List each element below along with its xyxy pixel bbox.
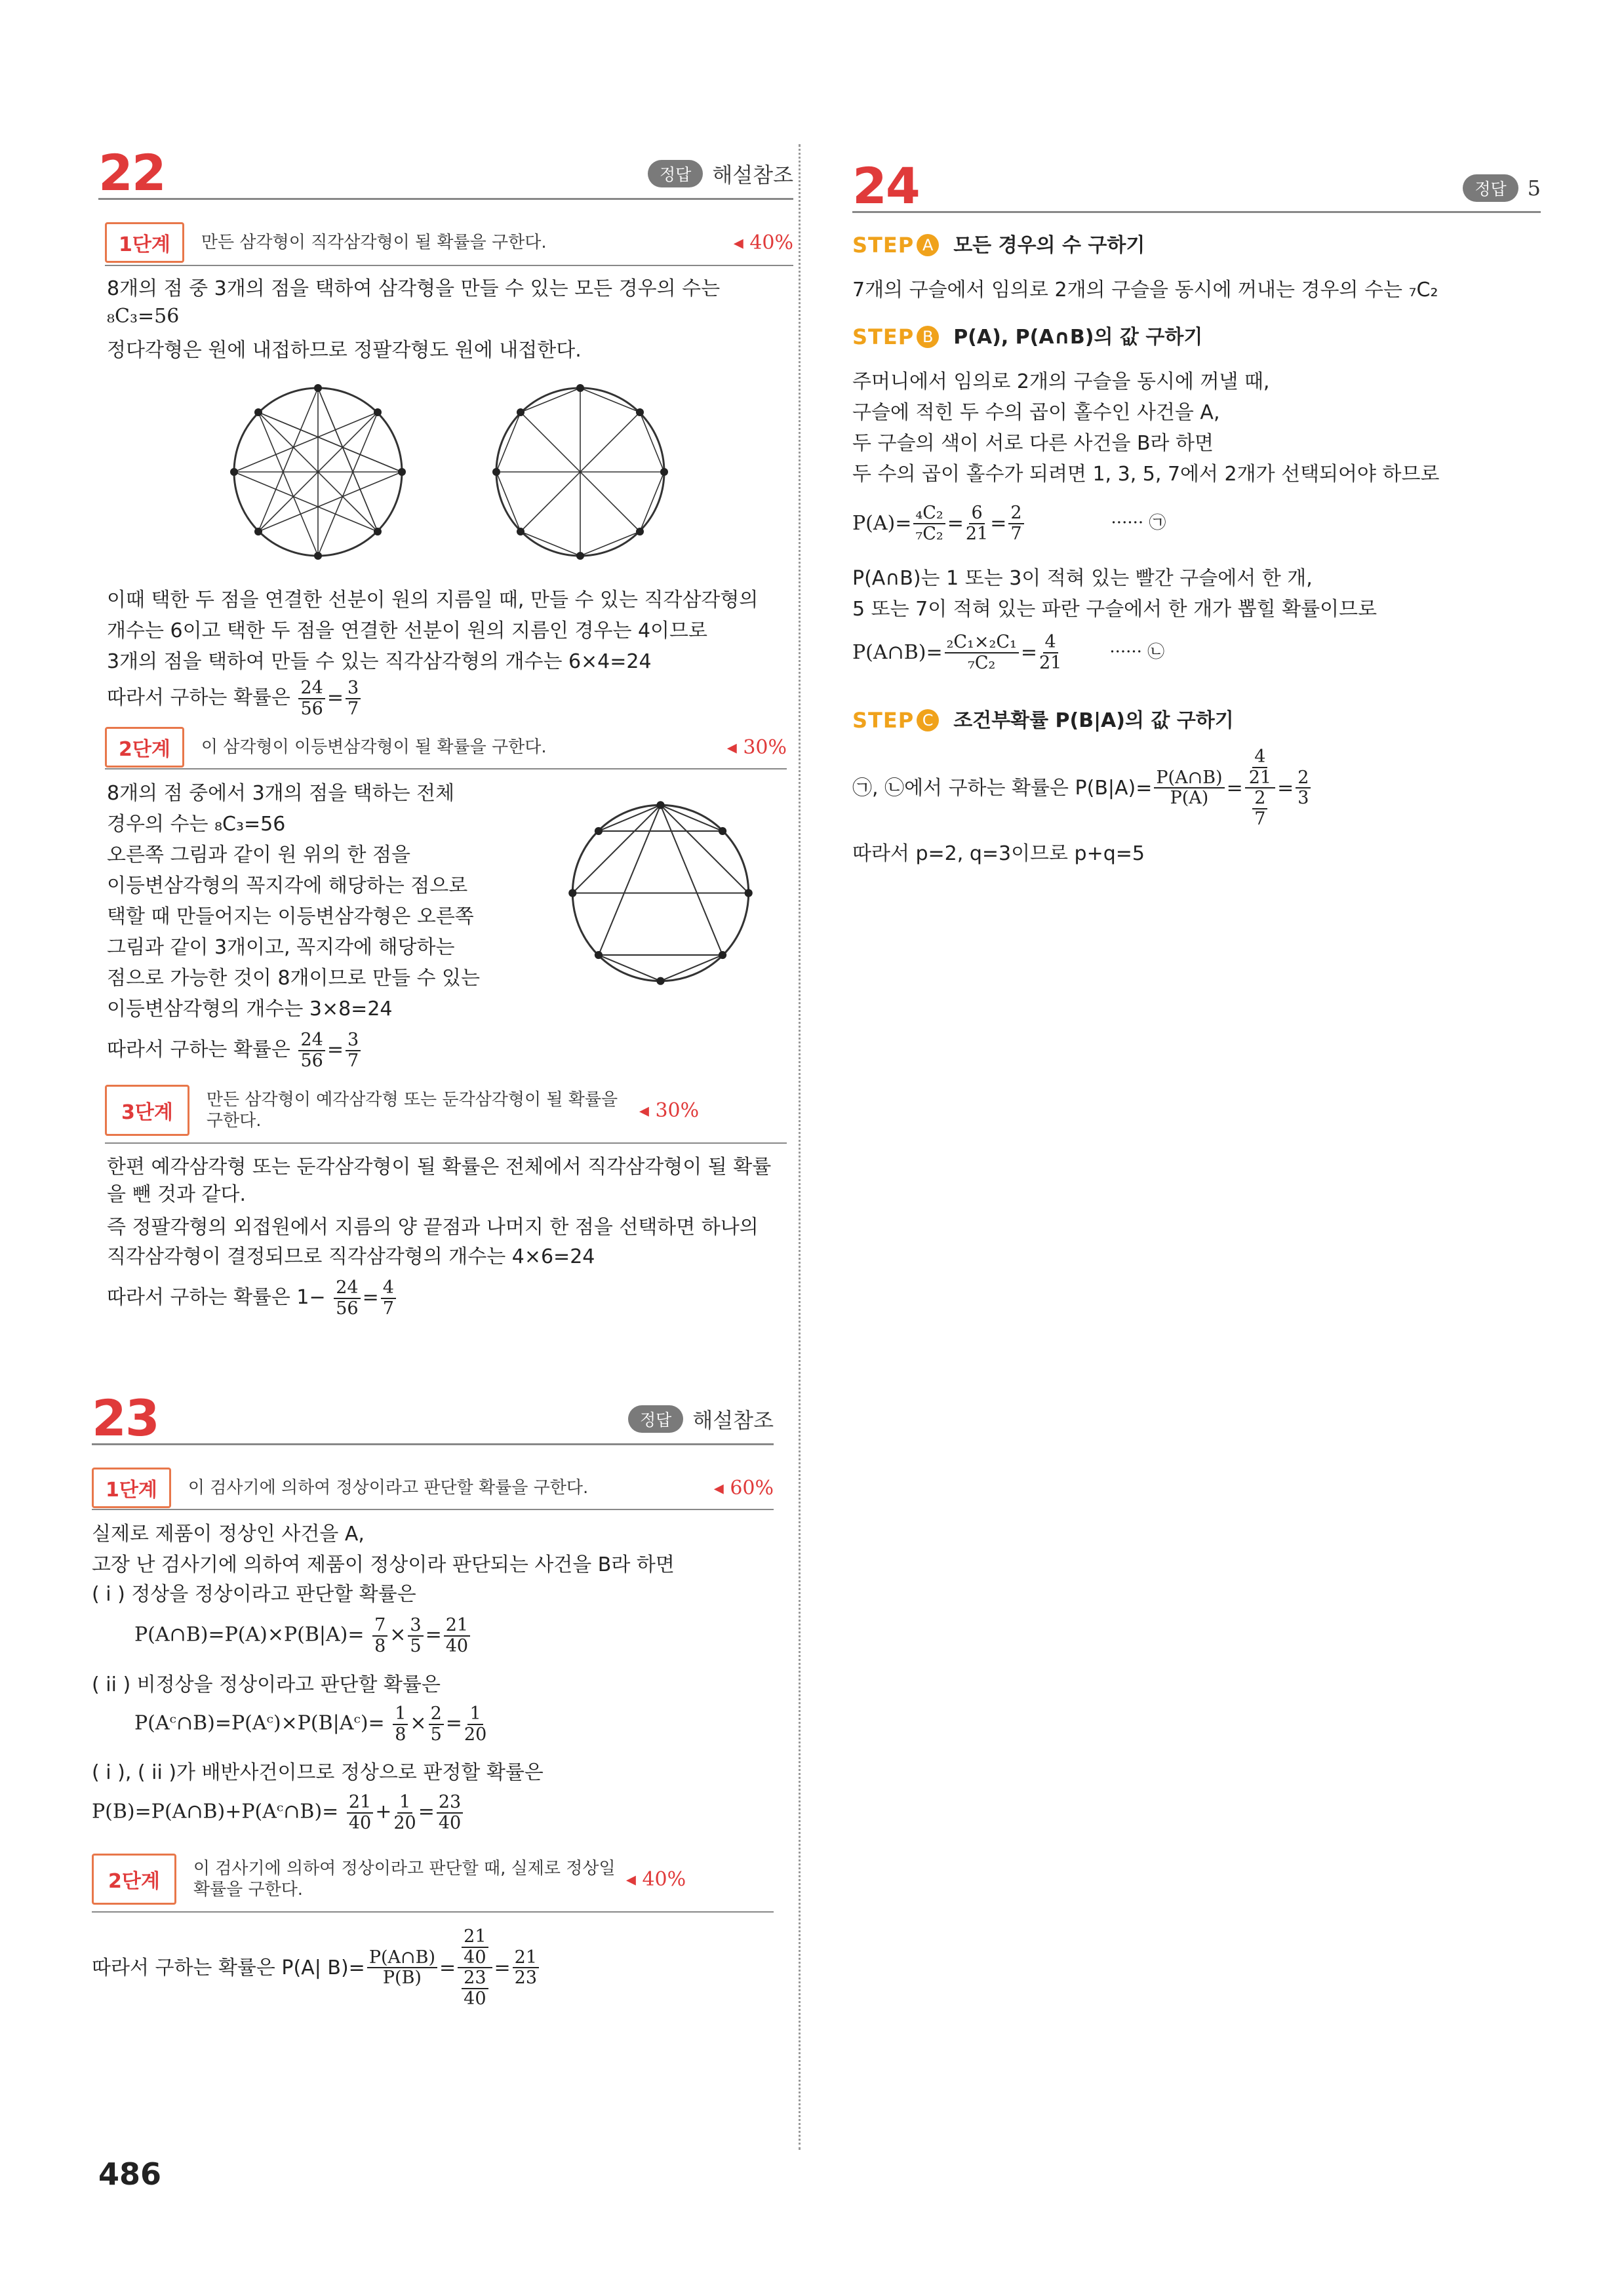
numerator: 1: [467, 1704, 483, 1725]
equation-tag: ······ ㉡: [1109, 642, 1165, 663]
numerator: 2: [1008, 503, 1023, 524]
text-line: ₈C₃=56: [107, 305, 180, 328]
denominator: 56: [300, 698, 323, 719]
fraction: [298, 678, 325, 718]
text-line: 그림과 같이 3개이고, 꼭지각에 해당하는: [107, 936, 455, 959]
q23-header: [92, 1380, 774, 1445]
fraction: [408, 1616, 423, 1656]
denominator: 8: [395, 1724, 406, 1745]
page-number: 486: [98, 2156, 162, 2192]
equation-pab: P(A∩B)= $\frac{\text{₂C₁×₂C₁}}{\text{₇C₂}}$ = $\frac{4}{21}$ ······ ㉡: [852, 632, 1165, 673]
denominator: 7: [1254, 809, 1266, 830]
step-percent: ◂ 30%: [639, 1099, 700, 1122]
numerator: 1: [393, 1704, 408, 1725]
step-word: STEP: [852, 708, 915, 733]
equation-pa: P(A)= $\frac{\text{₄C₂}}{\text{₇C₂}}$ = $\frac{6}{21}$ = $\frac{2}{7}$ ······ ㉠: [852, 503, 1166, 544]
step-percent: ◂ 60%: [713, 1476, 774, 1500]
numerator: 24: [298, 1030, 325, 1051]
q22-step1: [105, 220, 793, 266]
q23-step1: [92, 1467, 774, 1510]
fraction: [1296, 768, 1311, 808]
q22-number: 22: [98, 144, 165, 202]
answer-badge: 정답: [648, 160, 703, 187]
fraction: [298, 1030, 325, 1070]
q24-answer: [1463, 174, 1541, 211]
text-prefix: 따라서 구하는 확률은 1−: [107, 1286, 326, 1310]
numerator: 21: [444, 1616, 470, 1637]
step-label: 2단계: [92, 1854, 176, 1905]
fraction: [367, 1948, 437, 1988]
equals: =: [362, 1286, 379, 1310]
text-line: 두 구슬의 색이 서로 다른 사건을 B라 하면: [852, 432, 1214, 455]
denominator: ₇C₂: [915, 523, 943, 544]
numerator: 23: [437, 1793, 463, 1814]
numerator: 21: [462, 1927, 488, 1948]
step-label: 2단계: [105, 727, 184, 768]
numerator: 24: [298, 678, 325, 699]
equation-prefix: P(B)=P(A∩B)+P(Aᶜ∩B)=: [92, 1800, 339, 1823]
numerator: 24: [334, 1278, 360, 1299]
text-line: 개수는 6이고 택한 두 점을 연결한 선분이 원의 지름인 경우는 4이므로: [107, 619, 707, 642]
step-percent: ◂ 40%: [733, 231, 793, 254]
equals: =: [425, 1623, 442, 1646]
numerator: 7: [372, 1616, 387, 1637]
step-percent: ◂ 30%: [726, 735, 787, 759]
denominator: 20: [464, 1724, 487, 1745]
step-b-heading: [852, 321, 1202, 353]
numerator: P(A∩B): [367, 1948, 437, 1969]
text-line: ( ii ) 비정상을 정상이라고 판단할 확률은: [92, 1673, 441, 1696]
fraction: [945, 632, 1019, 672]
step-word: STEP: [852, 324, 915, 349]
denominator: P(B): [382, 1968, 422, 1989]
denominator: 23: [514, 1968, 538, 1989]
denominator: [460, 1968, 490, 2008]
octagon-diagonals-figure: [220, 374, 416, 570]
step-label: 1단계: [105, 222, 184, 263]
fraction: [393, 1793, 416, 1833]
fraction: [381, 1278, 396, 1318]
numerator: 4: [381, 1278, 396, 1299]
fraction: [429, 1704, 444, 1744]
numerator: 21: [513, 1948, 539, 1969]
text-line: 8개의 점 중 3개의 점을 택하여 삼각형을 만들 수 있는 모든 경우의 수는: [107, 277, 721, 300]
q24-header: [852, 144, 1541, 213]
numerator: [1245, 747, 1275, 788]
operator: ×: [389, 1623, 406, 1646]
fraction: [513, 1948, 539, 1988]
fraction: [966, 503, 988, 543]
denominator: 7: [347, 698, 359, 719]
equation-prefix: P(A∩B)=P(A)×P(B|A)=: [134, 1623, 365, 1646]
equals: =: [327, 686, 344, 710]
fraction: [347, 1793, 373, 1833]
step-label: 1단계: [92, 1468, 171, 1508]
text-line: 오른쪽 그림과 같이 원 위의 한 점을: [107, 844, 410, 866]
step-letter-icon: B: [917, 326, 939, 348]
fraction: [462, 1927, 488, 1967]
denominator: [1250, 788, 1269, 828]
denominator: 8: [374, 1635, 386, 1656]
step-title: 모든 경우의 수 구하기: [953, 233, 1145, 257]
text-line: ( i ) 정상을 정상이라고 판단할 확률은: [92, 1583, 416, 1606]
numerator: P(A∩B): [1154, 768, 1224, 789]
text-line: 이때 택한 두 점을 연결한 선분이 원의 지름일 때, 만들 수 있는 직각삼각형의: [107, 589, 759, 612]
denominator: 40: [438, 1812, 462, 1833]
q23-step2: [92, 1847, 774, 1913]
text-prefix: 따라서 구하는 확률은: [107, 1038, 290, 1062]
denominator: 3: [1297, 788, 1309, 809]
fraction: [444, 1616, 470, 1656]
numerator: 3: [408, 1616, 423, 1637]
fraction: [437, 1793, 463, 1833]
q24-number: 24: [852, 157, 919, 215]
answer-badge: 정답: [1463, 174, 1518, 202]
fraction: [372, 1616, 387, 1656]
numerator: 21: [347, 1793, 373, 1814]
text-line: P(A∩B)는 1 또는 3이 적혀 있는 빨간 구슬에서 한 개,: [852, 567, 1313, 590]
denominator: 40: [464, 1947, 486, 1968]
fraction: [1252, 788, 1267, 828]
fraction: [1154, 768, 1224, 808]
text-line: ( i ), ( ii )가 배반사건이므로 정상으로 판정할 확률은: [92, 1761, 544, 1784]
final-equation: 따라서 구하는 확률은 P(A| B)= $\frac{P(A\cap B)}{P(B)}$ = $\frac{\frac{21}{40}}{\frac{23}{40}}$ = $\frac{21}{23}$: [92, 1927, 541, 2009]
text-line: 직각삼각형이 결정되므로 직각삼각형의 개수는 4×6=24: [107, 1245, 595, 1268]
denominator: P(A): [1170, 788, 1209, 809]
answer-text: 해설참조: [692, 1408, 774, 1433]
text-line: 따라서 p=2, q=3이므로 p+q=5: [852, 842, 1145, 865]
denominator: 5: [430, 1724, 442, 1745]
compound-fraction: [458, 1927, 492, 2009]
denominator: 7: [382, 1298, 394, 1319]
text-line: 8개의 점 중에서 3개의 점을 택하는 전체: [107, 782, 455, 805]
step-desc: 만든 삼각형이 예각삼각형 또는 둔각삼각형이 될 확률을 구한다.: [206, 1089, 618, 1131]
q22-answer: [648, 159, 793, 198]
text-line: 5 또는 7이 적혀 있는 파란 구슬에서 한 개가 뽑힐 확률이므로: [852, 598, 1377, 621]
q23-answer: [628, 1404, 774, 1443]
text-prefix: 따라서 구하는 확률은: [107, 686, 290, 710]
numerator: 2: [429, 1704, 444, 1725]
equation-prefix: P(A)=: [852, 512, 912, 535]
text-line: 점으로 가능한 것이 8개이므로 만들 수 있는: [107, 967, 480, 990]
step-a-heading: [852, 229, 1145, 261]
equation-prefix: P(Aᶜ∩B)=P(Aᶜ)×P(B|Aᶜ)=: [134, 1711, 385, 1735]
denominator: 20: [393, 1812, 416, 1833]
text-line: 정다각형은 원에 내접하므로 정팔각형도 원에 내접한다.: [107, 339, 582, 362]
equation-line: [134, 1616, 472, 1656]
denominator: 40: [464, 1989, 486, 2010]
step-label: 3단계: [105, 1085, 189, 1136]
octagon-diameters-figure: [482, 374, 679, 570]
fraction: [334, 1278, 360, 1318]
equation-line: [134, 1704, 488, 1744]
step-letter-icon: C: [917, 709, 939, 731]
answer-text: 5: [1527, 176, 1541, 201]
isosceles-triangles-figure: [561, 793, 761, 993]
result-line: [107, 1030, 363, 1070]
denominator: 7: [1010, 523, 1022, 544]
text-line: 을 뺀 것과 같다.: [107, 1183, 247, 1206]
compound-fraction: [1245, 747, 1275, 829]
text-line: 이등변삼각형의 꼭지각에 해당하는 점으로: [107, 874, 468, 897]
fraction: [464, 1704, 486, 1744]
answer-text: 해설참조: [712, 163, 793, 187]
denominator: 5: [410, 1635, 422, 1656]
denominator: 21: [1248, 767, 1272, 788]
text-line: 7개의 구슬에서 임의로 2개의 구슬을 동시에 꺼내는 경우의 수는 ₇C₂: [852, 279, 1438, 302]
numerator: ₄C₂: [913, 503, 945, 524]
numerator: ₂C₁×₂C₁: [945, 632, 1019, 653]
result-line: [107, 678, 363, 718]
equals: =: [327, 1038, 344, 1062]
equation-conditional: ㉠, ㉡에서 구하는 확률은 P(B|A)= $\frac{P(A\cap B)}{P(A)}$ = $\frac{\frac{4}{21}}{\frac{2}{7}}$ = $\frac{2}{3}$: [852, 747, 1313, 829]
denominator: 21: [965, 523, 989, 544]
result-line: [107, 1278, 398, 1318]
numerator: 1: [397, 1793, 412, 1814]
q22-header: [98, 134, 793, 200]
step-desc: 이 삼각형이 이등변삼각형이 될 확률을 구한다.: [201, 737, 547, 757]
step-c-heading: [852, 705, 1234, 736]
step-desc: 만든 삼각형이 직각삼각형이 될 확률을 구한다.: [201, 232, 547, 252]
fraction: [1008, 503, 1023, 543]
text-line: 3개의 점을 택하여 만들 수 있는 직각삼각형의 개수는 6×4=24: [107, 650, 652, 673]
fraction: [346, 678, 361, 718]
numerator: 23: [462, 1968, 488, 1989]
equation-prefix: ㉠, ㉡에서 구하는 확률은 P(B|A)=: [852, 776, 1153, 800]
numerator: 2: [1296, 768, 1311, 789]
numerator: 4: [1043, 632, 1058, 653]
step-desc: 이 검사기에 의하여 정상이라고 판단할 확률을 구한다.: [188, 1477, 589, 1498]
step-percent: ◂ 40%: [625, 1867, 686, 1891]
text-line: 고장 난 검사기에 의하여 제품이 정상이라 판단되는 사건을 B라 하면: [92, 1553, 675, 1576]
step-title: P(A), P(A∩B)의 값 구하기: [953, 325, 1203, 349]
numerator: 3: [346, 678, 361, 699]
text-line: 주머니에서 임의로 2개의 구슬을 동시에 꺼낼 때,: [852, 370, 1270, 393]
text-line: 한편 예각삼각형 또는 둔각삼각형이 될 확률은 전체에서 직각삼각형이 될 확률: [107, 1156, 772, 1178]
fraction: [1039, 632, 1061, 672]
text-line: 구슬에 적힌 두 수의 곱이 홀수인 사건을 A,: [852, 401, 1220, 424]
step-letter-icon: A: [917, 234, 939, 256]
denominator: 7: [347, 1050, 359, 1071]
text-line: 이등변삼각형의 개수는 3×8=24: [107, 998, 393, 1021]
q22-step2: [105, 726, 787, 769]
numerator: [458, 1927, 492, 1968]
step-word: STEP: [852, 233, 915, 258]
answer-badge: 정답: [628, 1405, 683, 1433]
numerator: 4: [1252, 747, 1267, 768]
numerator: 6: [969, 503, 984, 524]
step-desc: 이 검사기에 의하여 정상이라고 판단할 때, 실제로 정상일 확률을 구한다.: [193, 1858, 616, 1899]
denominator: 21: [1039, 652, 1062, 673]
column-divider: [799, 144, 801, 2150]
equals: =: [445, 1711, 462, 1735]
operator: +: [375, 1800, 392, 1823]
fraction: [346, 1030, 361, 1070]
equation-line: [92, 1793, 465, 1833]
denominator: 40: [445, 1635, 469, 1656]
denominator: 56: [336, 1298, 359, 1319]
equation-prefix: 따라서 구하는 확률은 P(A| B)=: [92, 1956, 365, 1979]
fraction: [913, 503, 945, 543]
text-line: 택할 때 만들어지는 이등변삼각형은 오른쪽: [107, 905, 474, 928]
q23-number: 23: [92, 1389, 159, 1447]
equals: =: [418, 1800, 435, 1823]
denominator: 56: [300, 1050, 323, 1071]
denominator: ₇C₂: [968, 652, 996, 673]
numerator: 3: [346, 1030, 361, 1051]
fraction: [462, 1968, 488, 2008]
operator: ×: [410, 1711, 427, 1735]
text-line: 두 수의 곱이 홀수가 되려면 1, 3, 5, 7에서 2개가 선택되어야 하므로: [852, 463, 1440, 486]
equation-prefix: P(A∩B)=: [852, 641, 943, 665]
equation-tag: ······ ㉠: [1111, 513, 1166, 534]
step-title: 조건부확률 P(B|A)의 값 구하기: [953, 709, 1234, 732]
fraction: [393, 1704, 408, 1744]
text-line: 경우의 수는 ₈C₃=56: [107, 813, 286, 836]
fraction: [1249, 747, 1271, 787]
text-line: 실제로 제품이 정상인 사건을 A,: [92, 1523, 365, 1546]
denominator: 40: [348, 1812, 372, 1833]
q22-step3: [105, 1078, 787, 1144]
text-line: 즉 정팔각형의 외접원에서 지름의 양 끝점과 나머지 한 점을 선택하면 하나의: [107, 1216, 759, 1239]
numerator: 2: [1252, 788, 1267, 809]
